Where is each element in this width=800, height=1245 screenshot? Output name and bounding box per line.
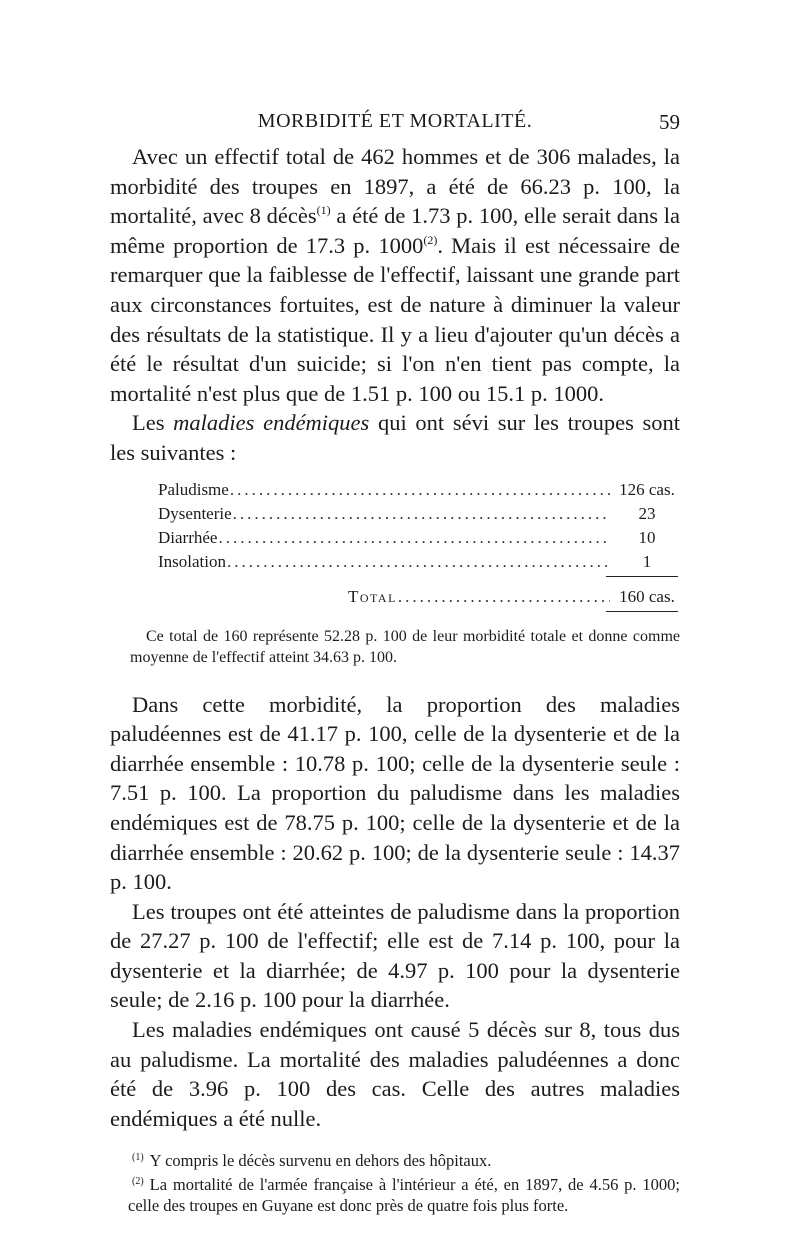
dot-leader: [398, 585, 610, 609]
table-row: [158, 478, 678, 502]
footnote-text: La mortalité de l'armée française à l'intérieur a été, en 1897, de 4.56 p. 1000; celle des troupes en Guyane est donc près de quatre fois plus forte.: [128, 1175, 680, 1216]
row-value: 126 cas.: [619, 479, 675, 499]
body-lower: [110, 690, 680, 1134]
total-value: 160 cas.: [619, 586, 675, 606]
footnote-mark: (1): [132, 1152, 144, 1164]
paragraph-3: Dans cette morbidité, la proportion des maladies paludéennes est de 41.17 p. 100, celle de la dysenterie et de la diarrhée ensemble : 10.78 p. 100; celle de la dysenterie seule : 7.51 p. 100. La proportion du paludisme dans les maladies endémiques est de 78.75 p. 100; celle de la dysenterie et de la diarrhée ensemble : 20.62 p. 100; de la dysenterie seule : 14.37 p. 100.: [110, 691, 680, 895]
footnote-ref-2: (2): [423, 232, 438, 247]
page-number: 59: [659, 110, 680, 134]
body-text: [110, 142, 680, 1216]
disease-table: [158, 478, 678, 612]
paragraph-2: [110, 408, 680, 467]
table-total-row: [348, 585, 678, 609]
row-value: 1: [642, 551, 652, 571]
footnote-2: [128, 1171, 680, 1216]
footnote-1: [128, 1147, 680, 1171]
paragraph-1-text-c: . Mais il est nécessaire de remarquer que la faiblesse de l'effectif, laissant une grande part aux circonstances fortuites, est de nature à diminuer la valeur des résultats de la statistique. Il y a lieu d'ajouter qu'un décès a été le résultat d'un suicide; si l'on n'en tient pas compte, la mortalité n'est plus que de 1.51 p. 100 ou 15.1 p. 1000.: [110, 232, 681, 406]
footnote-ref-1: (1): [316, 203, 331, 218]
running-head: [110, 110, 680, 144]
row-label: Insolation: [158, 551, 226, 571]
dot-leader: [233, 502, 610, 526]
footnotes: [110, 1147, 680, 1216]
row-label: Diarrhée: [158, 527, 218, 547]
table-row: [158, 550, 678, 574]
row-value: 10: [638, 527, 656, 547]
dot-leader: [227, 550, 610, 574]
paragraph-1-text-a: Avec un effectif total de 462 hommes et de 306 malades, la morbidité des troupes en 1897, a été de 66.23 p. 100, la mortalité, avec 8 décès: [110, 144, 680, 229]
table-note: Ce total de 160 représente 52.28 p. 100 de leur morbidité totale et donne comme moyenne de l'effectif atteint 34.63 p. 100.: [130, 627, 680, 666]
sum-rule: [606, 576, 678, 577]
footnote-mark: (2): [132, 1176, 144, 1188]
table-row: [158, 526, 678, 550]
paragraph-1: [110, 142, 680, 408]
total-rule: [606, 611, 678, 612]
table-row: [158, 502, 678, 526]
row-label: Dysenterie: [158, 503, 232, 523]
paragraph-5: Les maladies endémiques ont causé 5 décès sur 8, tous dus au paludisme. La mortalité des maladies paludéennes a donc été de 3.96 p. 100 des cas. Celle des autres maladies endémiques a été nulle.: [110, 1017, 680, 1131]
paragraph-2-emphasis: maladies endémiques: [173, 410, 370, 436]
row-value: 23: [638, 503, 656, 523]
paragraph-4: Les troupes ont été atteintes de paludisme dans la proportion de 27.27 p. 100 de l'effectif; elle est de 7.14 p. 100, pour la dysenterie et la diarrhée; de 4.97 p. 100 pour la dysenterie seule; de 2.16 p. 100 pour la diarrhée.: [110, 898, 680, 1013]
total-label: Total: [348, 586, 397, 606]
dot-leader: [230, 478, 610, 502]
paragraph-2-text-a: Les: [132, 410, 174, 436]
paragraph-1-text-b: a été de 1.73 p. 100, elle serait dans la même proportion de 17.3 p. 1000: [110, 203, 680, 258]
paragraph-2-text-b: qui ont sévi sur les troupes sont les suivantes :: [110, 410, 680, 465]
row-label: Paludisme: [158, 479, 229, 499]
dot-leader: [218, 526, 610, 550]
footnote-text: Y compris le décès survenu en dehors des hôpitaux.: [149, 1151, 492, 1171]
running-title: MORBIDITÉ ET MORTALITÉ.: [257, 110, 533, 132]
